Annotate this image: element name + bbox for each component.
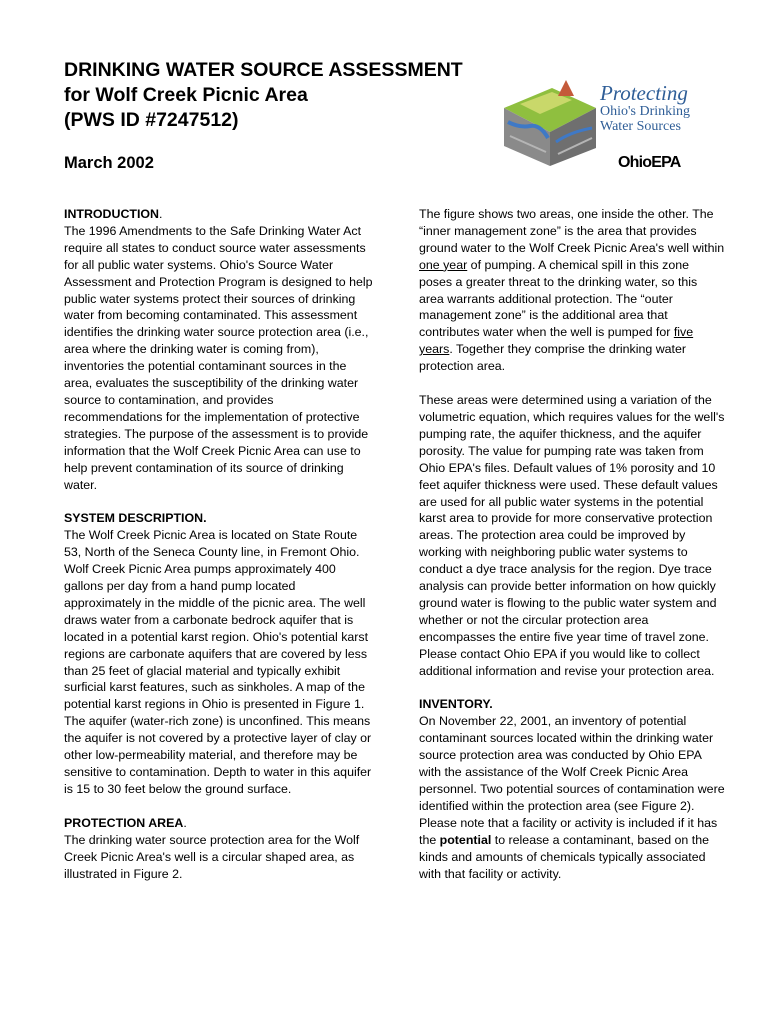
- heading-period: .: [183, 815, 187, 830]
- one-year-emphasis: one year: [419, 257, 468, 272]
- figure-text-part-1: The figure shows two areas, one inside the other. The “inner management zone” is the area that provides ground water to the Wolf Creek Picnic Area's well within: [419, 207, 725, 255]
- logo-line-1: Protecting: [600, 81, 688, 105]
- potential-emphasis: potential: [439, 832, 492, 847]
- protection-area-heading: PROTECTION AREA: [64, 815, 184, 830]
- logo-line-2: Ohio's Drinking: [600, 104, 691, 119]
- inventory-text-part-1: On November 22, 2001, an inventory of potential contaminant sources located within the drinking water source protection area was conducted by Ohio EPA with the assistance of the Wolf Creek Picnic Area personnel. Two potential sources of contamination were identified within the protection area (see Figure 2). Please note that a facility or activity is included if it has the: [419, 714, 725, 847]
- inventory-section: [419, 696, 725, 882]
- figure-text-part-2: of pumping. A chemical spill in this zone poses a greater threat to the drinking water, so this area warrants additional protection. The “outer management zone” is the additional area that contributes water when the well is pumped for: [419, 257, 698, 340]
- title-line-2: for Wolf Creek Picnic Area: [64, 84, 308, 106]
- figure-description-paragraph: [419, 206, 725, 375]
- introduction-body: The 1996 Amendments to the Safe Drinking Water Act require all states to conduct source water assessments for all public water systems. Ohio's Source Water Assessment and Protection Program is designed to help public water systems protect their sources of drinking water from becoming contaminated. This assessment identifies the drinking water source protection area (i.e., area where the drinking water is coming from), inventories the potential contaminant sources in the area, evaluates the susceptibility of the drinking water source to contamination, and provides recommendations for the implementation of protective strategies. The purpose of the assessment is to provide information that the Wolf Creek Picnic Area can use to help prevent contamination of its source of drinking water.: [64, 223, 373, 492]
- document-title: [64, 58, 494, 133]
- title-line-1: DRINKING WATER SOURCE ASSESSMENT: [64, 59, 463, 81]
- introduction-heading: INTRODUCTION: [64, 207, 159, 221]
- aquifer-block-icon: [500, 66, 600, 176]
- system-description-section: [64, 510, 374, 797]
- title-line-3: (PWS ID #7247512): [64, 109, 239, 131]
- inventory-text-part-2: to release a contaminant, based on the kinds and amounts of chemicals typically associated with that facility or activity.: [419, 832, 709, 881]
- protection-area-section: [64, 815, 374, 883]
- inventory-heading: INVENTORY.: [419, 697, 493, 712]
- protection-area-body: The drinking water source protection area for the Wolf Creek Picnic Area's well is a circular shaped area, as illustrated in Figure 2.: [64, 832, 360, 881]
- figure-text-part-3: . Together they comprise the drinking water protection area.: [419, 342, 687, 374]
- logo-text: [600, 82, 690, 134]
- five-years-emphasis: five years: [419, 325, 694, 357]
- document-date: March 2002: [64, 154, 154, 172]
- ohio-epa-wordmark: OhioEPA: [618, 154, 681, 171]
- introduction-section: [64, 206, 374, 493]
- protecting-water-sources-logo: [500, 66, 715, 182]
- right-column: [419, 206, 725, 899]
- system-description-heading: SYSTEM DESCRIPTION.: [64, 511, 207, 526]
- system-description-body: The Wolf Creek Picnic Area is located on State Route 53, North of the Seneca County line, in Fremont Ohio. Wolf Creek Picnic Area pumps approximately 400 gallons per day from a hand pump located approximately in the middle of the picnic area. The well draws water from a carbonate bedrock aquifer that is located in a potential karst region. Ohio's potential karst regions are carbonate aquifers that are covered by less than 25 feet of glacial material and typically exhibit surficial karst features, such as sinkholes. A map of the potential karst regions in Ohio is presented in Figure 1. The aquifer (water-rich zone) is unconfined. This means the aquifer is not covered by a protective layer of clay or other low-permeability material, and therefore may be sensitive to contamination. Depth to water in this aquifer is 15 to 30 feet below the ground surface.: [64, 528, 372, 796]
- logo-line-3: Water Sources: [600, 119, 681, 134]
- left-column: [64, 206, 374, 899]
- determination-paragraph: These areas were determined using a variation of the volumetric equation, which requires values for the well's pumping rate, the aquifer thickness, and the aquifer porosity. The value for pumping rate was taken from Ohio EPA's files. Default values of 1% porosity and 10 feet aquifer thickness were used. These default values are used for all public water systems in the potential karst area to provide for more conservative protection areas. The protection area could be improved by working with neighboring public water systems to conduct a dye trace analysis for the region. Dye trace analysis can provide better information on how quickly ground water is flowing to the public water system and whether or not the circular protection area encompasses the entire five year time of travel zone. Please contact Ohio EPA if you would like to collect additional information and revise your protection area.: [419, 393, 725, 678]
- heading-period: .: [159, 207, 163, 221]
